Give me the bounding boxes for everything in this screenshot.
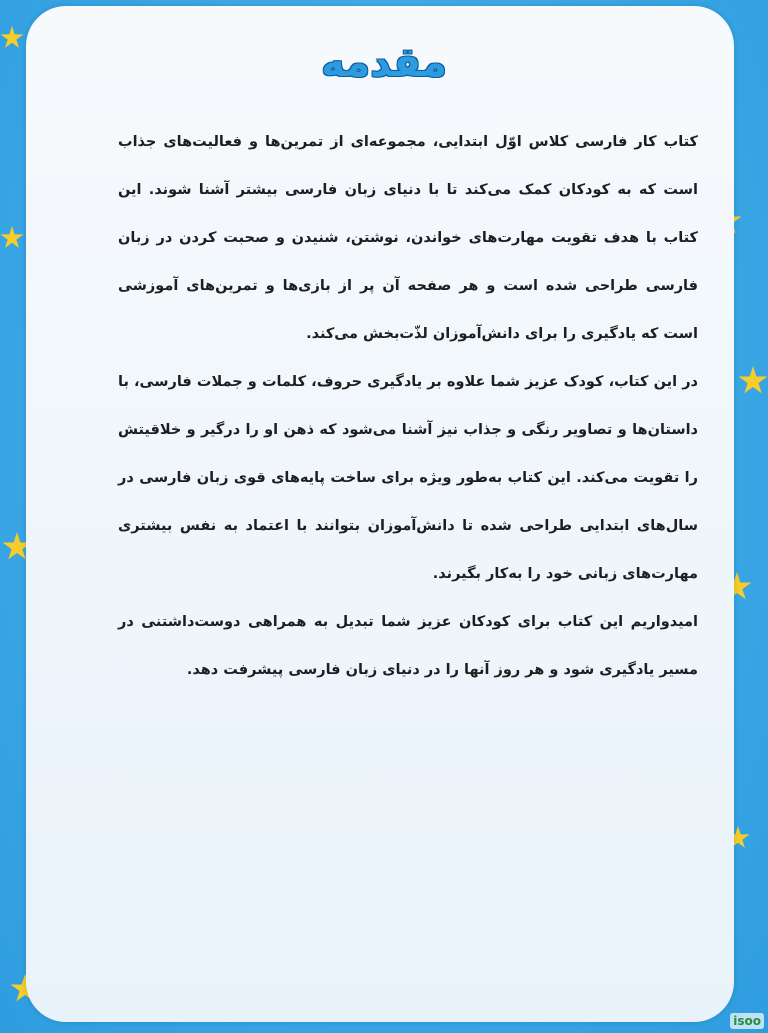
paragraph: در این کتاب، کودک عزیز شما علاوه بر یادگیری حروف، کلمات و جملات فارسی، با داستان‌ها و تصاویر رنگی و جذاب نیز آشنا می‌شود که ذهن او را درگیر و خلاقیتش را تقویت می‌کند. این کتاب به‌طور ویژه برای ساخت پایه‌های قوی زبان فارسی در سال‌های ابتدایی طراحی شده تا دانش‌آموزان بتوانند با اعتماد به نفس بیشتری مهارت‌های زبانی خود را به‌کار بگیرند. xyxy=(118,374,698,582)
watermark-logo: isoo xyxy=(730,1013,764,1029)
paragraph: کتاب کار فارسی کلاس اوّل ابتدایی، مجموعه‌ای از تمرین‌ها و فعالیت‌های جذاب است که به کودکان کمک می‌کند تا با دنیای زبان فارسی بیشتر آشنا شوند. این کتاب با هدف تقویت مهارت‌های خواندن، نوشتن، شنیدن و صحبت کردن در زبان فارسی طراحی شده است و هر صفحه آن پر از بازی‌ها و تمرین‌های آموزشی است که یادگیری را برای دانش‌آموزان لذّت‌بخش می‌کند. xyxy=(118,134,698,342)
heading-container xyxy=(0,38,768,88)
paragraph: امیدواریم این کتاب برای کودکان عزیز شما تبدیل به همراهی دوست‌داشتنی در مسیر یادگیری شود و هر روز آنها را در دنیای زبان فارسی پیشرفت دهد. xyxy=(118,614,698,678)
introduction-text xyxy=(118,118,698,694)
page-title: مقدمه xyxy=(321,40,447,86)
